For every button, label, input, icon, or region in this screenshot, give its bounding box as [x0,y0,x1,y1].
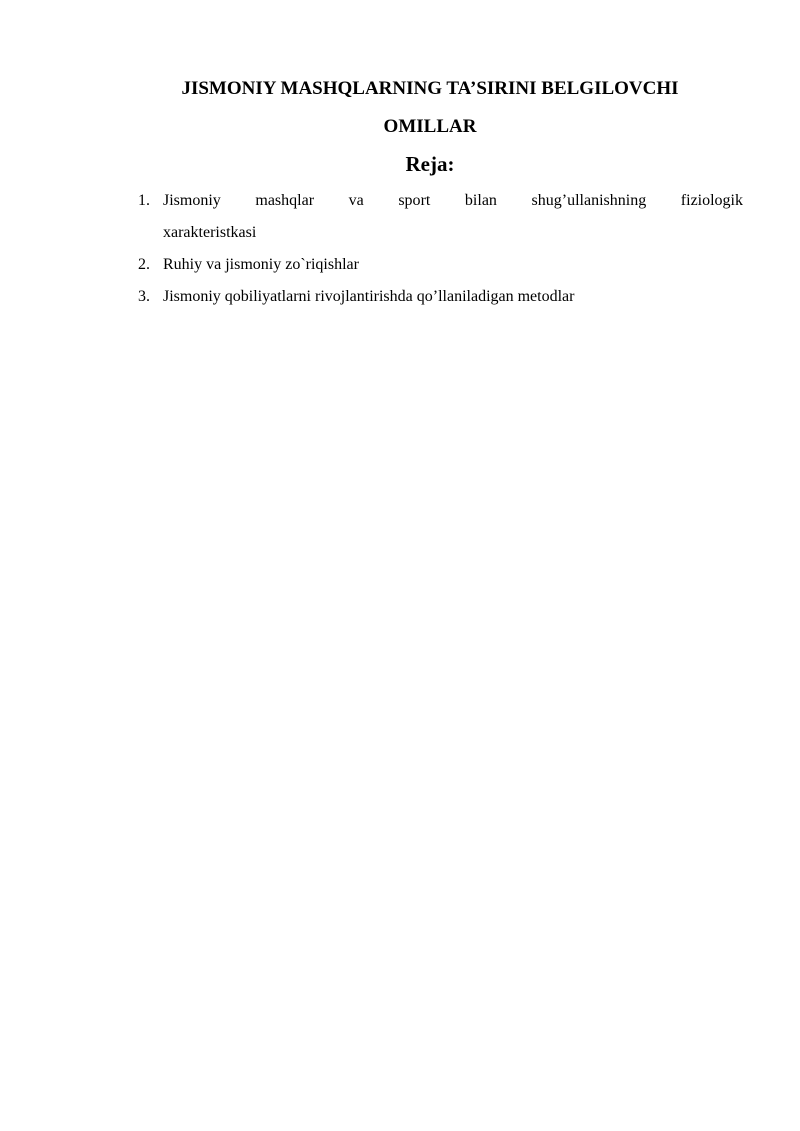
plan-item-3 [138,281,743,313]
plan-item-text-line2: xarakteristkasi [163,224,257,241]
plan-item-number: 2. [138,256,150,273]
plan-heading: Reja: [405,152,455,176]
plan-item-text-line1: Jismoniy mashqlar va sport bilan shug’ullanishning fiziologik [163,192,743,209]
plan-item-2 [138,249,743,281]
plan-item-1 [138,185,743,249]
plan-item-text: Ruhiy va jismoniy zo`riqishlar [163,256,359,273]
plan-list [138,185,743,313]
plan-item-text [163,185,743,249]
document-title-line2: OMILLAR [383,116,477,137]
plan-item-number: 1. [138,192,150,209]
plan-item-text: Jismoniy qobiliyatlarni rivojlantirishda qo’llaniladigan metodlar [163,288,575,305]
document-title-line1: JISMONIY MASHQLARNING TA’SIRINI BELGILOVCHI [181,78,679,99]
plan-item-number: 3. [138,288,150,305]
